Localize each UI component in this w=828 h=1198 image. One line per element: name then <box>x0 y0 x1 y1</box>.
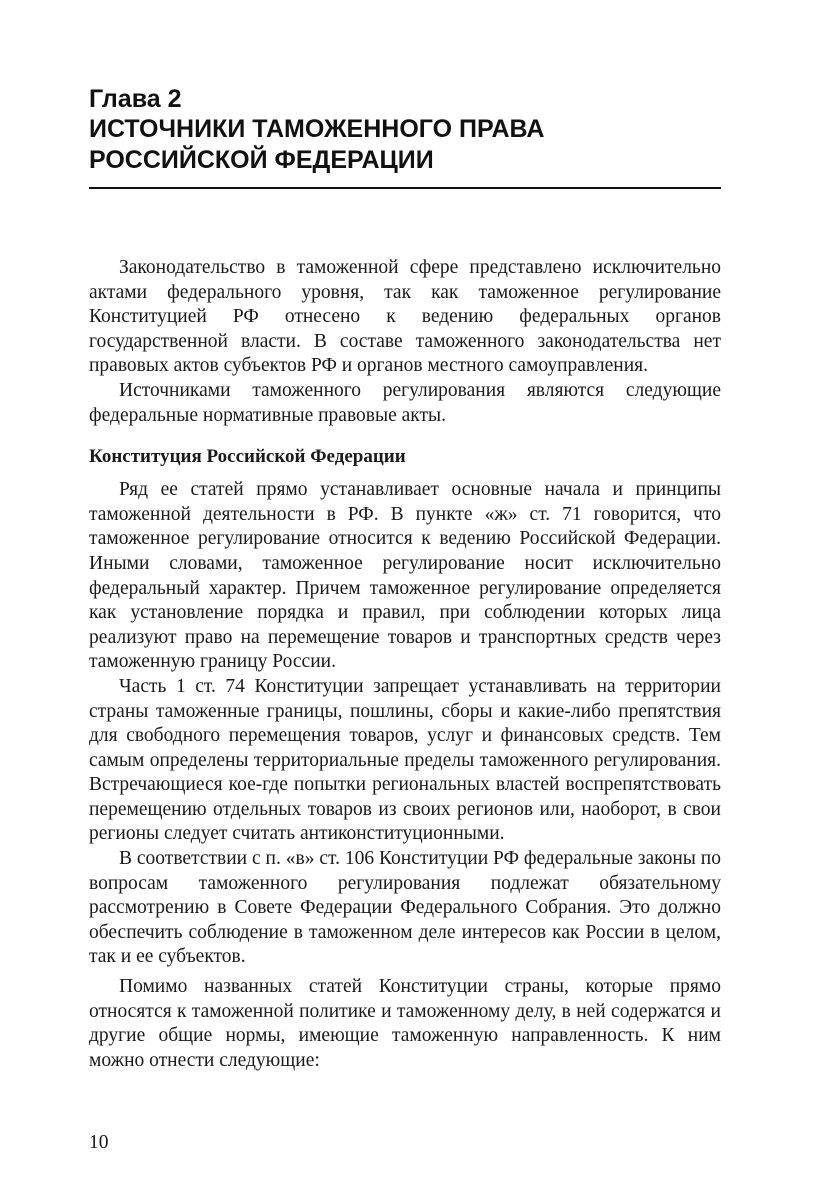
paragraph: Источниками таможенного регулирования являются следующие федеральные нормативные правовые акты. <box>89 379 721 426</box>
section-heading: Конституция Российской Федерации <box>89 446 406 468</box>
body-text <box>89 256 721 1073</box>
page-number: 10 <box>89 1132 109 1153</box>
paragraph: Часть 1 ст. 74 Конституции запрещает устанавливать на территории страны таможенные границы, пошлины, сборы и какие-либо препятствия для свободного перемещения товаров, услуг и финансовых средств. Тем самым определены территориальные пределы таможенного регулирования. Встречающиеся кое-где попытки региональных властей воспрепятствовать перемещению отдельных товаров из своих регионов или, наоборот, в свои регионы следует считать антиконституционными. <box>89 675 721 845</box>
chapter-title-line-1: ИСТОЧНИКИ ТАМОЖЕННОГО ПРАВА <box>89 115 545 143</box>
chapter-divider <box>89 187 721 189</box>
chapter-number: Глава 2 <box>89 85 182 113</box>
chapter-heading <box>89 84 721 176</box>
paragraph: Помимо названных статей Конституции страны, которые прямо относятся к таможенной политике и таможенному делу, в ней содержатся и другие общие нормы, имеющие таможенную направленность. К ним можно отнести следующие: <box>89 976 721 1071</box>
paragraph: В соответствии с п. «в» ст. 106 Конституции РФ федеральные законы по вопросам таможенного регулирования подлежат обязательному рассмотрению в Совете Федерации Федерального Собрания. Это должно обеспечить соблюдение в таможенном деле интересов как России в целом, так и ее субъектов. <box>89 848 721 968</box>
chapter-title-line-2: РОССИЙСКОЙ ФЕДЕРАЦИИ <box>89 146 434 174</box>
paragraph: Законодательство в таможенной сфере представлено исключительно актами федерального уровня, так как таможенное регулирование Конституцией РФ отнесено к ведению федеральных органов государственной власти. В составе таможенного законодательства нет правовых актов субъектов РФ и органов местного самоуправления. <box>89 257 721 377</box>
paragraph: Ряд ее статей прямо устанавливает основные начала и принципы таможенной деятельности в РФ. В пункте «ж» ст. 71 говорится, что таможенное регулирование относится к ведению Российской Федерации. Иными словами, таможенное регулирование носит исключительно федеральный характер. Причем таможенное регулирование определяется как установление порядка и правил, при соблюдении которых лица реализуют право на перемещение товаров и транспортных средств через таможенную границу России. <box>89 479 721 673</box>
